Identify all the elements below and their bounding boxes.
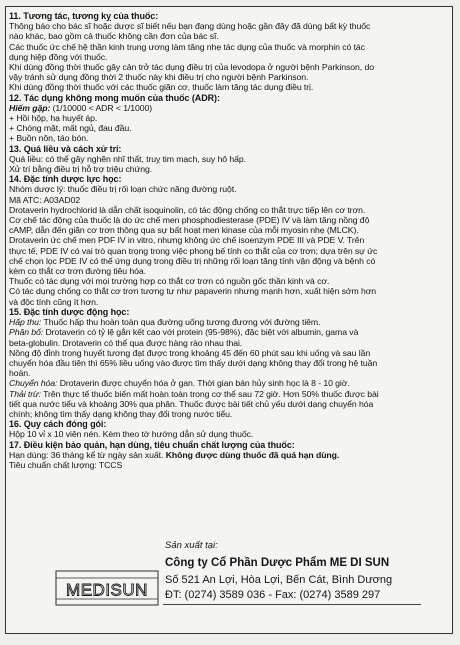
text-segment: Xử trí bằng điều trị hỗ trợ triệu chứng. (9, 164, 153, 175)
text-line (9, 399, 450, 409)
manufacturer-block (55, 540, 450, 632)
text-line (9, 82, 450, 92)
section-heading (9, 174, 450, 184)
text-segment: Drotaverin hydrochlorid là dẫn chất isoquinolin, có tác động chống co thắt trực tiếp lên cơ trơn. (9, 204, 366, 215)
text-line (9, 460, 450, 470)
text-segment: chế chọn lọc PDE IV có thể ứng dụng trong điều trị những rối loạn tăng tính vận động và bệnh có (9, 255, 376, 266)
text-segment: Nồng độ đỉnh trong huyết tương đạt được trong khoảng 45 đến 60 phút sau khi uống và sau lần (9, 347, 371, 358)
footer-rule (163, 604, 421, 605)
text-segment: Hộp 10 vỉ x 10 viên nén. Kèm theo tờ hướng dẫn sử dụng thuốc. (9, 429, 254, 440)
text-segment: 16. Quy cách đóng gói: (9, 419, 107, 430)
text-segment: tiết qua nước tiểu và khoảng 30% qua phân. Thuốc được bài tiết chủ yếu dưới dạng chuyển hóa (9, 398, 374, 409)
text-line (9, 195, 450, 205)
leaflet-text (9, 11, 450, 470)
text-segment: Thuốc hấp thu hoàn toàn qua đường uống tương đương với đường tiêm. (43, 317, 321, 328)
text-segment: Nhóm dược lý: thuốc điều trị rối loạn chức năng đường ruột. (9, 184, 237, 195)
text-segment: Không được dùng thuốc đã quá hạn dùng. (165, 449, 340, 460)
text-line (9, 62, 450, 72)
text-segment: vậy tránh sử dụng đồng thời 2 thuốc này khi điều trị cho người bệnh Parkinson. (9, 72, 309, 83)
text-segment: Mã ATC: A03AD02 (9, 194, 81, 205)
text-line (9, 42, 450, 52)
text-segment: hoàn. (9, 368, 31, 379)
text-segment: Thải trừ: (9, 388, 44, 399)
text-line (9, 327, 450, 337)
text-line (9, 184, 450, 194)
company-address: Số 521 An Lợi, Hòa Lợi, Bến Cát, Bình Dương (165, 574, 393, 586)
section-heading (9, 144, 450, 154)
made-by-label: Sản xuất tại: (165, 540, 218, 551)
text-segment: chuyển hóa đầu tiên thì 65% liều uống vào được tìm thấy dưới dạng không thay đổi trong hệ tuần (9, 357, 378, 368)
text-segment: chính; không tìm thấy dạng không thay đổi trong nước tiểu. (9, 408, 233, 419)
text-segment: Khi dùng đồng thời thuốc gây cản trở tác dụng điều trị của levodopa ở người bệnh Parkinson, do (9, 62, 374, 73)
text-line (9, 450, 450, 460)
company-name: Công ty Cổ Phần Dược Phẩm ME DI SUN (165, 557, 390, 569)
text-line (9, 21, 450, 31)
text-segment: + Buồn nôn, táo bón. (9, 133, 89, 144)
text-line (9, 368, 450, 378)
text-line (9, 103, 450, 113)
text-line (9, 225, 450, 235)
medisun-logo (55, 570, 159, 606)
text-segment: Tiêu chuẩn chất lượng: TCCS (9, 459, 123, 470)
text-segment: 11. Tương tác, tương kỵ của thuốc: (9, 11, 159, 21)
text-segment: Cơ chế tác động của thuốc là do ức chế men phosphodiesterase (PDE) IV và làm tăng nồng độ (9, 215, 370, 226)
text-line (9, 266, 450, 276)
company-phone: ĐT: (0274) 3589 036 - Fax: (0274) 3589 297 (165, 589, 381, 601)
text-segment: thực tế, PDE IV có vai trò quan trọng trong việc phong bế tính co thắt của cơ trơn; dựa trên sự ức (9, 245, 378, 256)
section-heading (9, 11, 450, 21)
text-line (9, 358, 450, 368)
text-segment: Hấp thu: (9, 317, 44, 328)
text-line (9, 286, 450, 296)
text-segment: và độc tính cũng ít hơn. (9, 296, 99, 307)
text-line (9, 409, 450, 419)
text-line (9, 246, 450, 256)
text-line (9, 113, 450, 123)
text-line (9, 215, 450, 225)
section-heading (9, 307, 450, 317)
text-segment: Chuyển hóa: (9, 378, 60, 389)
text-line (9, 123, 450, 133)
text-line (9, 133, 450, 143)
text-segment: 12. Tác dụng không mong muốn của thuốc (ADR): (9, 92, 220, 103)
text-line (9, 72, 450, 82)
text-segment: Drotaverin được chuyển hóa ở gan. Thời gian bán hủy sinh học là 8 - 10 giờ. (59, 378, 350, 389)
text-line (9, 256, 450, 266)
text-line (9, 205, 450, 215)
text-line (9, 317, 450, 327)
text-segment: Trên thực tế thuốc biến mất hoàn toàn trong cơ thể sau 72 giờ. Hơn 50% thuốc được bài (43, 388, 379, 399)
text-segment: Drotaverin ức chế men PDF IV in vitro, nhưng không ức chế isoenzym PDE III và PDE V. Trên (9, 235, 365, 246)
text-segment: Drotaverin có tỷ lệ gắn kết cao với protein (95-98%), đặc biệt với albumin, gama và (45, 327, 359, 338)
text-segment: 14. Đặc tính dược lực học: (9, 174, 122, 185)
text-segment: Các thuốc ức chế hệ thần kinh trung ương làm tăng nhẹ tác dụng của thuốc và morphin có tác (9, 41, 365, 52)
text-segment: + Hồi hộp, hạ huyết áp. (9, 113, 98, 124)
text-segment: Thông báo cho bác sĩ hoặc dược sĩ biết nếu bạn đang dùng hoặc gần đây đã dùng bất kỳ thuốc (9, 21, 371, 32)
text-segment: Thuốc có tác dụng với mọi trường hợp co thắt cơ trơn có nguồn gốc thần kinh và cơ. (9, 276, 330, 287)
text-line (9, 338, 450, 348)
text-segment: beta-globulin. Drotaverin có thể qua được hàng rào nhau thai. (9, 337, 243, 348)
text-segment: Có tác dụng chống co thắt cơ trơn tương tự như papaverin nhưng mạnh hơn, xuất hiện sớm hơn (9, 286, 377, 297)
text-line (9, 389, 450, 399)
text-segment: nào khác, bao gồm cả thuốc không cần đơn của bác sĩ. (9, 31, 219, 42)
text-segment: + Chóng mặt, mất ngủ, đau đầu. (9, 123, 132, 134)
text-segment: 13. Quá liều và cách xử trí: (9, 143, 122, 154)
text-line (9, 164, 450, 174)
section-heading (9, 93, 450, 103)
text-line (9, 429, 450, 439)
text-line (9, 348, 450, 358)
text-segment: 15. Đặc tính dược động học: (9, 306, 130, 317)
text-segment: cAMP, dẫn đến giãn cơ trơn thông qua sự bất hoạt men kinase của mỗi myosin nhẹ (MLCK). (9, 225, 359, 236)
text-segment: Hiếm gặp: (9, 102, 53, 113)
text-segment: 17. Điều kiện bảo quản, hạn dùng, tiêu chuẩn chất lượng của thuốc: (9, 439, 295, 450)
text-segment: Khi dùng đồng thời thuốc với các thuốc giãn cơ, thuốc làm tăng tác dụng điều trị. (9, 82, 314, 93)
text-segment: Hạn dùng: 36 tháng kể từ ngày sản xuất. (9, 449, 166, 460)
text-segment: Quá liều: có thể gây nghẽn nhĩ thất, truỵ tim mạch, suy hô hấp. (9, 153, 246, 164)
text-line (9, 31, 450, 41)
svg-text:MEDISUN: MEDISUN (66, 580, 148, 600)
text-line (9, 378, 450, 388)
text-segment: kèm co thắt cơ trơn đường tiêu hóa. (9, 266, 146, 277)
text-segment: dụng hiệp đồng với thuốc. (9, 51, 108, 62)
section-heading (9, 419, 450, 429)
text-segment: Phân bố: (9, 327, 46, 338)
text-segment: (1/10000 < ADR < 1/1000) (52, 102, 153, 113)
section-heading (9, 440, 450, 450)
text-line (9, 52, 450, 62)
text-line (9, 235, 450, 245)
text-line (9, 276, 450, 286)
text-line (9, 154, 450, 164)
text-line (9, 297, 450, 307)
